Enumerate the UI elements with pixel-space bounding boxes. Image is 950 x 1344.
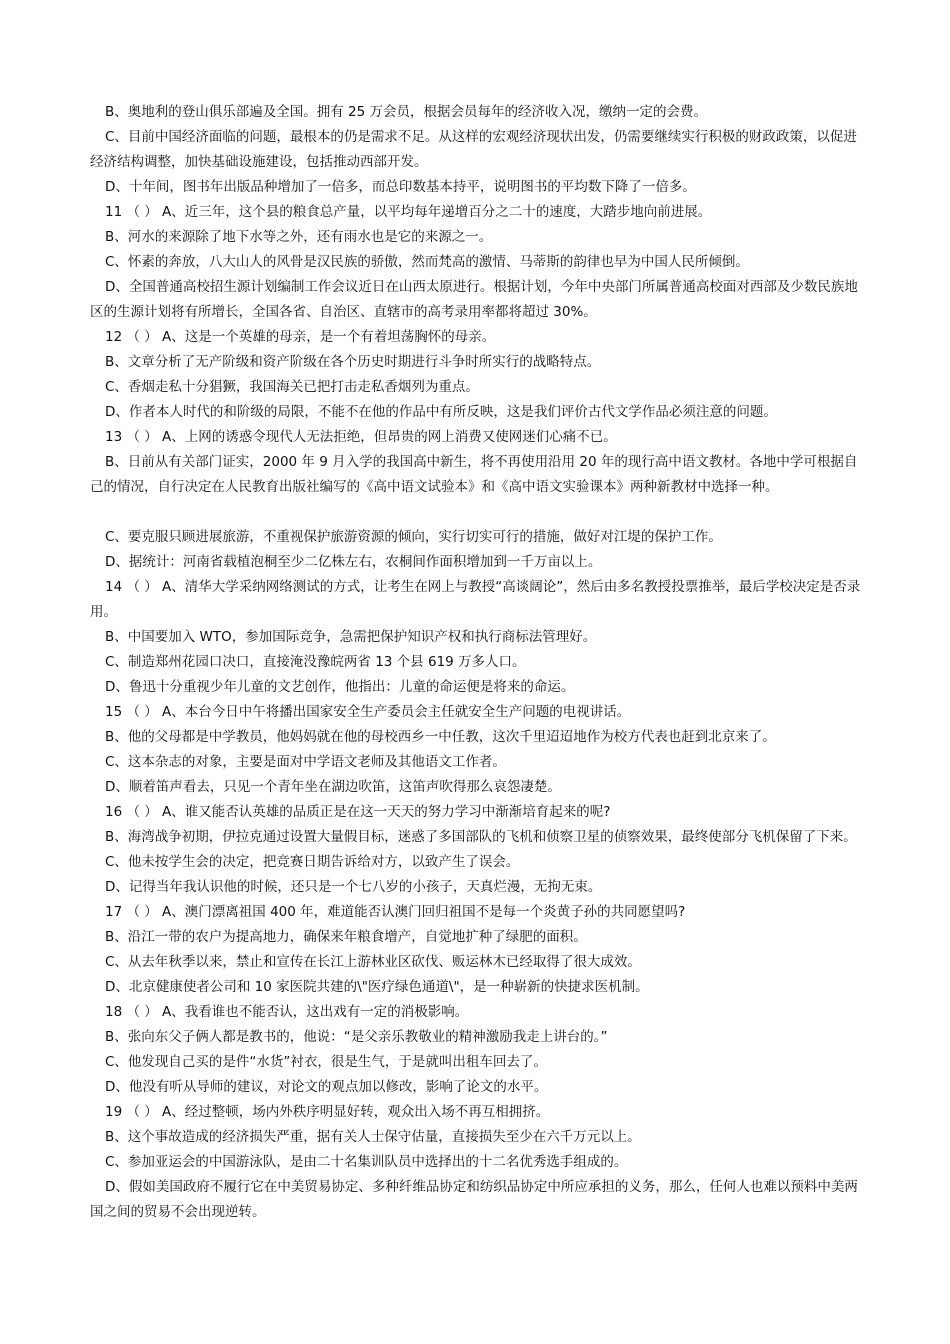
text-line: B、这个事故造成的经济损失严重，据有关人士保守估量，直接损失至少在六千万元以上。 xyxy=(105,1129,641,1145)
text-line: D、据统计：河南省载植泡桐至少二亿株左右，农桐间作面积增加到一千万亩以上。 xyxy=(105,554,602,570)
question-11-line: 11 （ ） A、近三年，这个县的粮食总产量，以平均每年递增百分之二十的速度，大踏步地向前进展。 xyxy=(105,204,712,220)
text-line: D、十年间，图书年出版品种增加了一倍多，而总印数基本持平，说明图书的平均数下降了一倍多。 xyxy=(105,179,696,195)
text-line: C、要克服只顾进展旅游，不重视保护旅游资源的倾向，实行切实可行的措施，做好对江堤的保护工作。 xyxy=(105,529,722,545)
text-line: D、顺着笛声看去，只见一个青年坐在湖边吹笛，这笛声吹得那么哀怨凄楚。 xyxy=(105,779,561,795)
text-line: C、他发现自己买的是件“水货”衬衣，很是生气，于是就叫出租车回去了。 xyxy=(105,1054,547,1070)
text-line: C、他未按学生会的决定，把竞赛日期告诉给对方，以致产生了误会。 xyxy=(105,854,520,870)
text-line: D、他没有听从导师的建议，对论文的观点加以修改，影响了论文的水平。 xyxy=(105,1079,548,1095)
text-line: B、中国要加入 WTO，参加国际竞争，急需把保护知识产权和执行商标法管理好。 xyxy=(105,629,597,645)
text-line: C、制造郑州花园口决口，直接淹没豫皖两省 13 个县 619 万多人口。 xyxy=(105,654,526,670)
text-line: B、日前从有关部门证实，2000 年 9 月入学的我国高中新生，将不再使用沿用 20 年的现行高中语文教材。各地中学可根据自己的情况，自行决定在人民教育出版社编写的《高中语文试验本》和《高中语文实验课本》两种新教材中选择一种。 xyxy=(90,454,858,495)
text-line: B、他的父母都是中学教员，他妈妈就在他的母校西乡一中任教，这次千里迢迢地作为校方代表也赶到北京来了。 xyxy=(105,729,776,745)
question-16-line: 16 （ ） A、谁又能否认英雄的品质正是在这一天天的努力学习中渐渐培育起来的呢? xyxy=(105,804,611,820)
text-line: C、怀素的奔放，八大山人的风骨是汉民族的骄傲，然而梵高的激情、马蒂斯的韵律也早为中国人民所倾倒。 xyxy=(105,254,749,270)
text-line: B、海湾战争初期，伊拉克通过设置大量假目标，迷惑了多国部队的飞机和侦察卫星的侦察效果，最终使部分飞机保留了下来。 xyxy=(105,829,857,845)
blank-line xyxy=(90,500,865,525)
question-18-line: 18 （ ） A、我看谁也不能否认，这出戏有一定的消极影响。 xyxy=(105,1004,469,1020)
question-17-line: 17 （ ） A、澳门漂离祖国 400 年，难道能否认澳门回归祖国不是每一个炎黄子孙的共同愿望吗? xyxy=(105,904,686,920)
question-15-line: 15 （ ） A、本台今日中午将播出国家安全生产委员会主任就安全生产问题的电视讲话。 xyxy=(105,704,631,720)
text-line: C、香烟走私十分猖獗，我国海关已把打击走私香烟列为重点。 xyxy=(105,379,479,395)
text-line: C、这本杂志的对象，主要是面对中学语文老师及其他语文工作者。 xyxy=(105,754,506,770)
question-12-line: 12 （ ） A、这是一个英雄的母亲，是一个有着坦荡胸怀的母亲。 xyxy=(105,329,496,345)
text-line: C、从去年秋季以来，禁止和宣传在长江上游林业区砍伐、贩运林木已经取得了很大成效。 xyxy=(105,954,641,970)
text-line: D、假如美国政府不履行它在中美贸易协定、多种纤维品协定和纺织品协定中所应承担的义务，那么，任何人也难以预料中美两国之间的贸易不会出现逆转。 xyxy=(90,1179,858,1220)
question-14-line: 14 （ ） A、清华大学采纳网络测试的方式，让考生在网上与教授“高谈阔论”，然后由多名教授投票推举，最后学校决定是否录用。 xyxy=(90,579,861,620)
question-19-line: 19 （ ） A、经过整顿，场内外秩序明显好转，观众出入场不再互相拥挤。 xyxy=(105,1104,550,1120)
text-line: C、目前中国经济面临的问题，最根本的仍是需求不足。从这样的宏观经济现状出发，仍需要继续实行积极的财政政策，以促进经济结构调整，加快基础设施建设，包括推动西部开发。 xyxy=(90,129,857,170)
text-line: B、文章分析了无产阶级和资产阶级在各个历史时期进行斗争时所实行的战略特点。 xyxy=(105,354,601,370)
text-line: B、河水的来源除了地下水等之外，还有雨水也是它的来源之一。 xyxy=(105,229,493,245)
question-13-line: 13 （ ） A、上网的诱惑令现代人无法拒绝，但昂贵的网上消费又使网迷们心痛不已。 xyxy=(105,429,617,445)
document-body xyxy=(90,100,865,1225)
text-line: D、作者本人时代的和阶级的局限，不能不在他的作品中有所反映，这是我们评价古代文学作品必须注意的问题。 xyxy=(105,404,777,420)
text-line: D、北京健康使者公司和 10 家医院共建的\"医疗绿色通道\"，是一种崭新的快捷求医机制。 xyxy=(105,979,649,995)
text-line: B、张向东父子俩人都是教书的，他说：“是父亲乐教敬业的精神激励我走上讲台的。” xyxy=(105,1029,608,1045)
text-line: D、全国普通高校招生源计划编制工作会议近日在山西太原进行。根据计划，今年中央部门所属普通高校面对西部及少数民族地区的生源计划将有所增长，全国各省、自治区、直辖市的高考录用率都将超过 30%。 xyxy=(90,279,858,320)
text-line: C、参加亚运会的中国游泳队，是由二十名集训队员中选择出的十二名优秀选手组成的。 xyxy=(105,1154,628,1170)
text-line: B、沿江一带的农户为提高地力，确保来年粮食增产，自觉地扩种了绿肥的面积。 xyxy=(105,929,587,945)
text-line: B、奥地利的登山俱乐部遍及全国。拥有 25 万会员，根据会员每年的经济收入况，缴纳一定的会费。 xyxy=(105,104,708,120)
text-line: D、记得当年我认识他的时候，还只是一个七八岁的小孩子，天真烂漫，无拘无束。 xyxy=(105,879,602,895)
text-line: D、鲁迅十分重视少年儿童的文艺创作，他指出：儿童的命运便是将来的命运。 xyxy=(105,679,575,695)
